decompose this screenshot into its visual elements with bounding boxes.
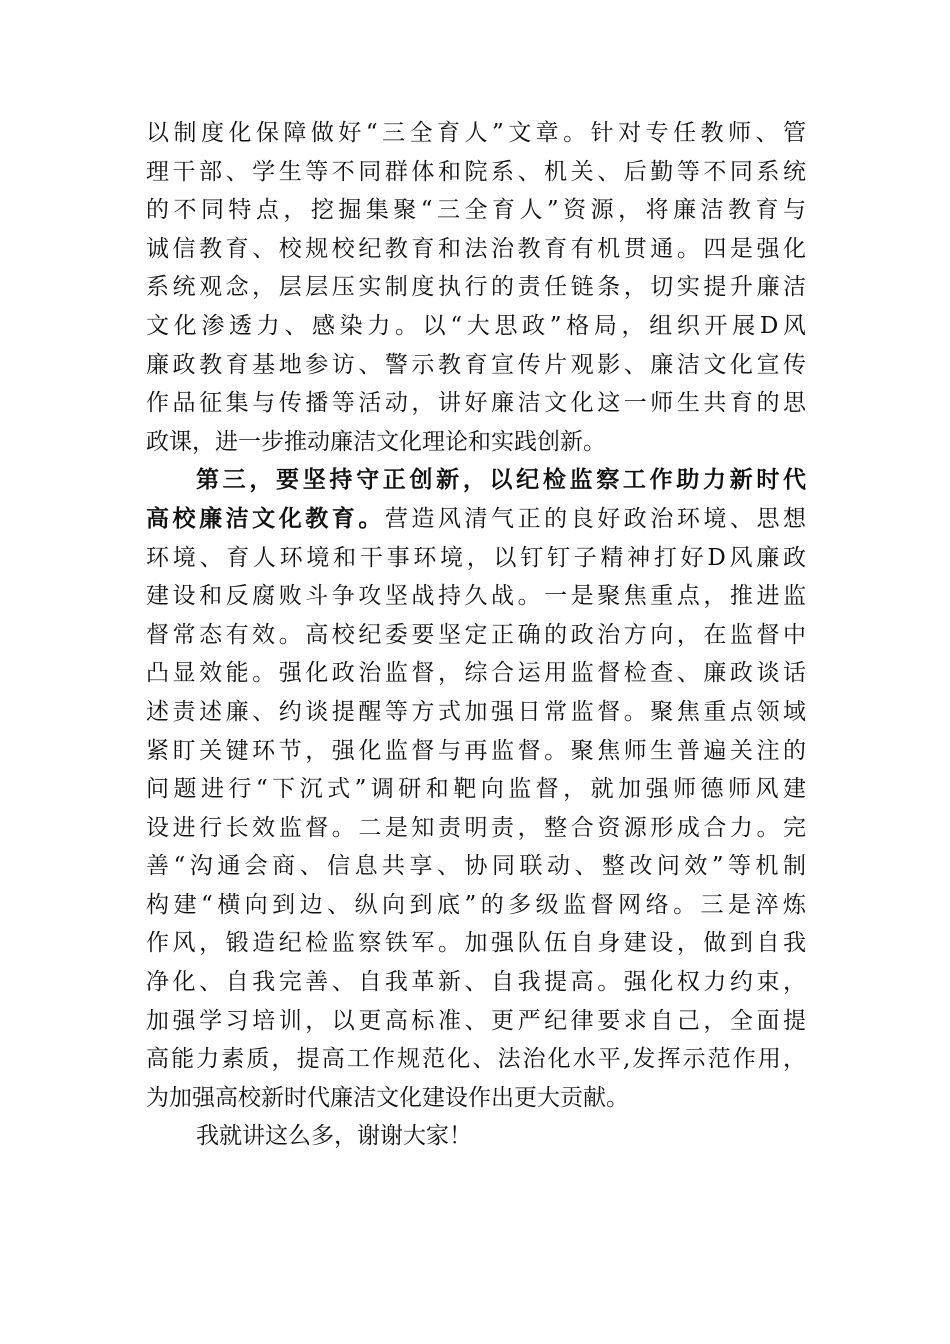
text-line: 文化渗透力、感染力。以“大思政”格局，组织开展D风 <box>146 312 806 339</box>
text-line: 问题进行“下沉式”调研和靶向监督，就加强师德师风建 <box>146 776 806 803</box>
section-heading-continuation: 高校廉洁文化教育。 <box>146 504 385 532</box>
text-line: 理干部、学生等不同群体和院系、机关、后勤等不同系统 <box>146 158 806 185</box>
text-line: 净化、自我完善、自我革新、自我提高。强化权力约束， <box>146 969 806 996</box>
text-line: 督常态有效。高校纪委要坚定正确的政治方向，在监督中 <box>146 621 806 648</box>
text-line: 系统观念，层层压实制度执行的责任链条，切实提升廉洁 <box>146 274 806 301</box>
text-line: 高能力素质，提高工作规范化、法治化水平,发挥示范作用， <box>146 1046 806 1073</box>
text-line: 廉政教育基地参访、警示教育宣传片观影、廉洁文化宣传 <box>146 351 806 378</box>
document-body <box>146 114 806 1156</box>
text-line: 设进行长效监督。二是知责明责，整合资源形成合力。完 <box>146 814 806 841</box>
text-line: 构建“横向到边、纵向到底”的多级监督网络。三是淬炼 <box>146 891 806 918</box>
text-line: 善“沟通会商、信息共享、协同联动、整改问效”等机制 <box>146 853 806 880</box>
text-line: 加强学习培训，以更高标准、更严纪律要求自己，全面提 <box>146 1007 806 1034</box>
text-line: 建设和反腐败斗争攻坚战持久战。一是聚焦重点，推进监 <box>146 583 806 610</box>
text-line: 紧盯关键环节，强化监督与再监督。聚焦师生普遍关注的 <box>146 737 806 764</box>
text-run: 营造风清气正的良好政治环境、思想 <box>384 505 806 532</box>
text-line <box>146 500 806 539</box>
text-line: 作品征集与传播等活动，讲好廉洁文化这一师生共育的思 <box>146 390 806 417</box>
text-line: 以制度化保障做好“三全育人”文章。针对专任教师、管 <box>146 120 806 146</box>
text-line: 凸显效能。强化政治监督，综合运用监督检查、廉政谈话 <box>146 660 806 687</box>
text-line: 为加强高校新时代廉洁文化建设作出更大贡献。 <box>146 1084 629 1111</box>
text-line: 作风，锻造纪检监察铁军。加强队伍自身建设，做到自我 <box>146 930 806 957</box>
text-line: 述责述廉、约谈提醒等方式加强日常监督。聚焦重点领域 <box>146 698 806 725</box>
closing-line: 我就讲这么多，谢谢大家！ <box>196 1123 472 1150</box>
text-line: 政课，进一步推动廉洁文化理论和实践创新。 <box>146 428 606 455</box>
text-line: 的不同特点，挖掘集聚“三全育人”资源，将廉洁教育与 <box>146 197 806 224</box>
text-line: 诚信教育、校规校纪教育和法治教育有机贯通。四是强化 <box>146 235 806 262</box>
text-line: 环境、育人环境和干事环境，以钉钉子精神打好D风廉政 <box>146 544 806 571</box>
section-heading-line: 第三，要坚持守正创新，以纪检监察工作助力新时代 <box>196 466 806 494</box>
